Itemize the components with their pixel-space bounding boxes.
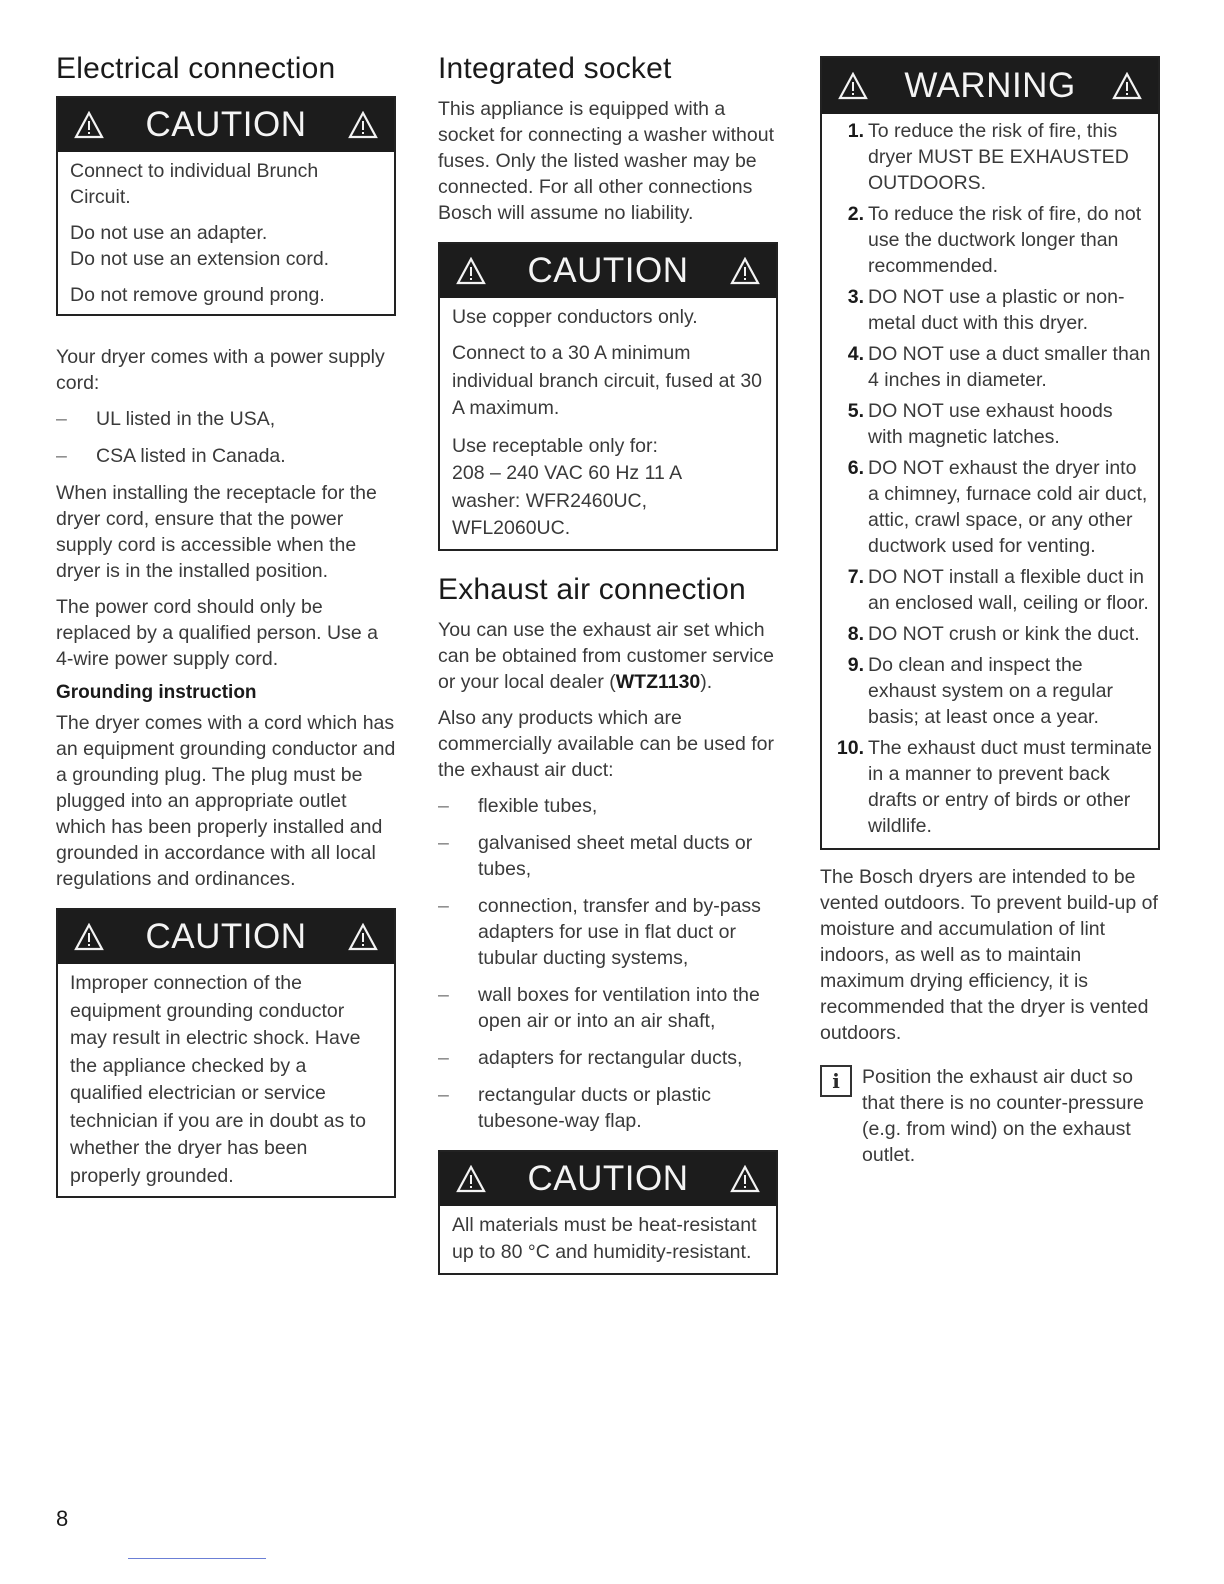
caution-header [58,910,394,964]
list-item: – wall boxes for ventilation into the open air or into an air shaft, [438,983,760,1032]
warning-item: 2 . To reduce the risk of fire, do not use the ductwork longer than recommended. [828,201,1152,279]
warning-triangle-icon [1112,72,1142,100]
receptable-line: Use receptable only for: [452,434,658,457]
section-title-exhaust-air: Exhaust air connection [438,572,746,606]
cord-listing-list [56,406,396,469]
duct-products-list [438,793,778,1134]
warning-item: 7 . DO NOT install a flexible duct in an enclosed wall, ceiling or floor. [828,564,1152,616]
list-item: – adapters for rectangular ducts, [438,1046,743,1069]
page-number: 8 [56,1506,69,1531]
warning-triangle-icon [348,923,378,951]
section-title-integrated-socket: Integrated socket [438,52,672,85]
warning-triangle-icon [730,257,760,285]
caution-text: Do not use an adapter. [70,222,268,244]
warning-triangle-icon [74,111,104,139]
caution-text: Do not remove ground prong. [70,284,325,306]
caution-box-materials [438,1150,778,1275]
caution-text: All materials must be heat-resistant up to 80 °C and humidity-resistant. [452,1213,757,1263]
list-item: – flexible tubes, [438,794,598,817]
warning-triangle-icon [730,1165,760,1193]
receptable-line: WFL2060UC. [452,517,571,539]
column-integrated-socket [438,52,778,1289]
caution-header [440,1152,776,1206]
caution-label: CAUTION [145,105,307,144]
caution-text: Improper connection of the equipment grounding conductor may result in electric shock. Have the appliance checked by a qualified electrician or service technician if you are in doubt as to whether the dryer has been properly grounded. [70,972,366,1187]
warning-item: 3 . DO NOT use a plastic or non-metal duct with this dryer. [828,284,1152,336]
caution-header [440,244,776,298]
paragraph: This appliance is equipped with a socket for connecting a washer without fuses. Only the listed washer may be connected. For all other connections Bosch will assume no liability. [438,98,775,224]
paragraph: The power cord should only be replaced by a qualified person. Use a 4-wire power supply cord. [56,596,378,670]
list-item: – rectangular ducts or plastic tubesone-way flap. [438,1083,712,1132]
caution-label: CAUTION [527,1158,689,1198]
warning-item: 1 . To reduce the risk of fire, this dryer MUST BE EXHAUSTED OUTDOORS. [828,118,1152,196]
warning-item: 9 . Do clean and inspect the exhaust system on a regular basis; at least once a year. [828,652,1152,730]
paragraph: You can use the exhaust air set which can be obtained from customer service or your local dealer (WTZ1130). [438,618,774,693]
caution-label: CAUTION [527,251,689,290]
warning-item: 4 . DO NOT use a duct smaller than 4 inches in diameter. [828,341,1152,393]
caution-text: Use copper conductors only. [452,306,698,328]
paragraph: Your dryer comes with a power supply cord: [56,346,385,394]
warning-label: WARNING [904,66,1076,105]
receptable-line: washer: WFR2460UC, [452,489,648,512]
warning-item: 10 . The exhaust duct must terminate in a manner to prevent back drafts or entry of birds or other wildlife. [828,735,1152,839]
paragraph: When installing the receptacle for the dryer cord, ensure that the power supply cord is accessible when the dryer is in the installed position. [56,482,377,582]
warning-triangle-icon [74,923,104,951]
info-text: Position the exhaust air duct so that there is no counter-pressure (e.g. from wind) on the exhaust outlet. [862,1066,1144,1166]
info-note [820,1064,1160,1168]
warning-item: 8 . DO NOT crush or kink the duct. [828,621,1152,647]
warning-triangle-icon [838,72,868,100]
warning-triangle-icon [456,1165,486,1193]
warning-item: 6 . DO NOT exhaust the dryer into a chimney, furnace cold air duct, attic, crawl space, or any other ductwork used for venting. [828,455,1152,559]
caution-box-circuit [56,96,396,316]
caution-text: Connect to individual Brunch Circuit. [70,160,319,208]
receptable-line: 208 – 240 VAC 60 Hz 11 A [452,462,683,484]
list-item: – connection, transfer and by-pass adapters for use in flat duct or tubular ducting systems, [438,894,761,969]
warning-box [820,56,1160,850]
info-icon: i [820,1065,852,1097]
caution-header [58,98,394,152]
caution-box-grounding [56,908,396,1198]
section-title-electrical-connection: Electrical connection [56,52,336,85]
subheading-grounding: Grounding instruction [56,682,257,703]
caution-label: CAUTION [145,917,307,956]
product-code: WTZ1130 [615,670,701,693]
paragraph: Also any products which are commercially available can be used for the exhaust air duct: [438,706,774,781]
warning-triangle-icon [348,111,378,139]
warning-list [822,114,1158,848]
caution-text: Connect to a 30 A minimum individual branch circuit, fused at 30 A maximum. [452,342,763,419]
list-item: – CSA listed in Canada. [56,445,286,467]
caution-text: Do not use an extension cord. [70,248,330,270]
column-warning [820,52,1160,1168]
caution-text [452,433,764,543]
footer-line [128,1558,266,1559]
warning-item: 5 . DO NOT use exhaust hoods with magnetic latches. [828,398,1152,450]
list-item: – galvanised sheet metal ducts or tubes, [438,831,753,880]
column-electrical-connection [56,52,396,1212]
list-item: – UL listed in the USA, [56,408,276,430]
warning-header [822,58,1158,114]
paragraph: The dryer comes with a cord which has an equipment grounding conductor and a grounding plug. The plug must be plugged into an appropriate outlet which has been properly installed and grounded in accordance with all local regulations and ordinances. [56,712,396,890]
caution-box-socket [438,242,778,551]
paragraph: The Bosch dryers are intended to be vented outdoors. To prevent build-up of moisture and accumulation of lint indoors, as well as to maintain maximum drying efficiency, it is recommended that the dryer is vented outdoors. [820,866,1158,1044]
warning-triangle-icon [456,257,486,285]
